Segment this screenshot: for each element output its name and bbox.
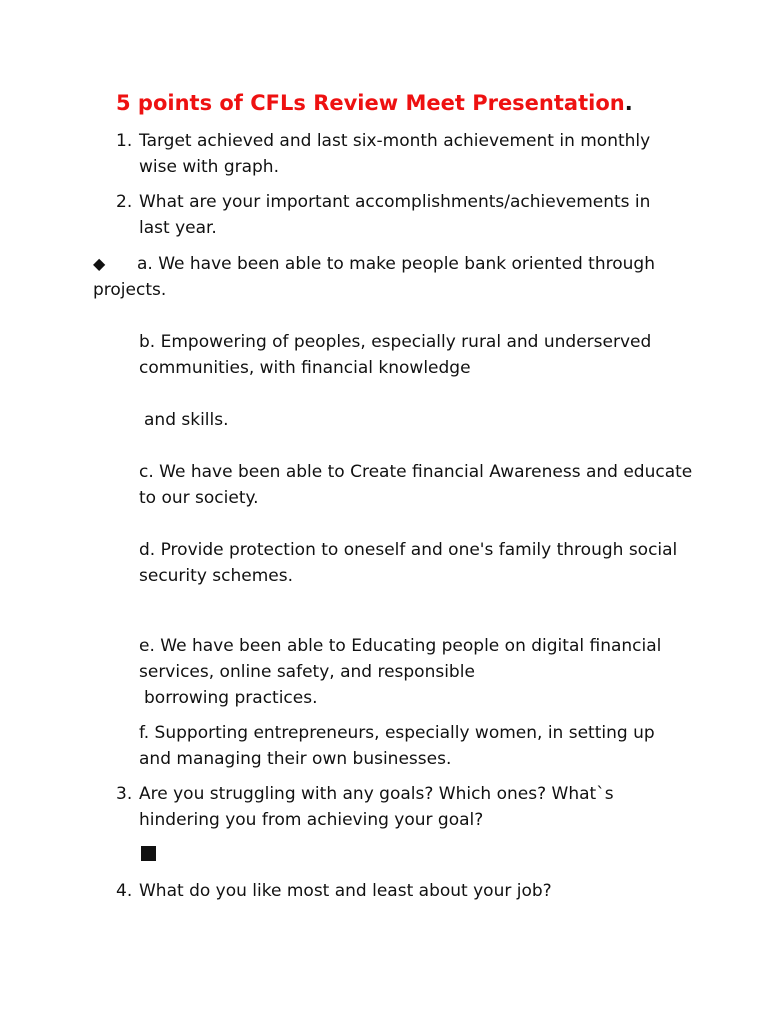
title-text: 5 points of CFLs Review Meet Presentation	[116, 91, 625, 115]
list-number: 4.	[116, 881, 133, 901]
sub-point-e: e. We have been able to Educating people on digital financial services, online safety, and responsible	[139, 636, 662, 682]
list-item-text: What do you like most and least about your job?	[139, 881, 552, 901]
title-period: .	[624, 91, 633, 115]
list-item-text: What are your important accomplishments/achievements in last year.	[139, 192, 651, 238]
sub-point-b: b. Empowering of peoples, especially rural and underserved communities, with financial knowledge	[139, 332, 652, 378]
list-item-text: Are you struggling with any goals? Which ones? What`s hindering you from achieving your goal?	[139, 784, 614, 830]
list-number: 1.	[116, 131, 133, 151]
list-number: 2.	[116, 192, 133, 212]
sub-point-c: c. We have been able to Create financial Awareness and educate to our society.	[139, 462, 693, 508]
page-title	[116, 88, 633, 118]
sub-point-f: f. Supporting entrepreneurs, especially women, in setting up and managing their own businesses.	[139, 723, 655, 769]
sub-point-a	[93, 251, 673, 303]
sub-point-d: d. Provide protection to oneself and one's family through social security schemes.	[139, 540, 678, 586]
sub-point-a-text: a. We have been able to make people bank oriented through projects.	[93, 254, 655, 300]
square-bullet-icon	[141, 846, 156, 861]
sub-point-e-continuation: borrowing practices.	[144, 688, 318, 708]
sub-point-b-continuation: and skills.	[144, 410, 229, 430]
list-number: 3.	[116, 784, 133, 804]
list-item-text: Target achieved and last six-month achievement in monthly wise with graph.	[139, 131, 651, 177]
diamond-bullet-icon: ◆	[93, 254, 106, 273]
